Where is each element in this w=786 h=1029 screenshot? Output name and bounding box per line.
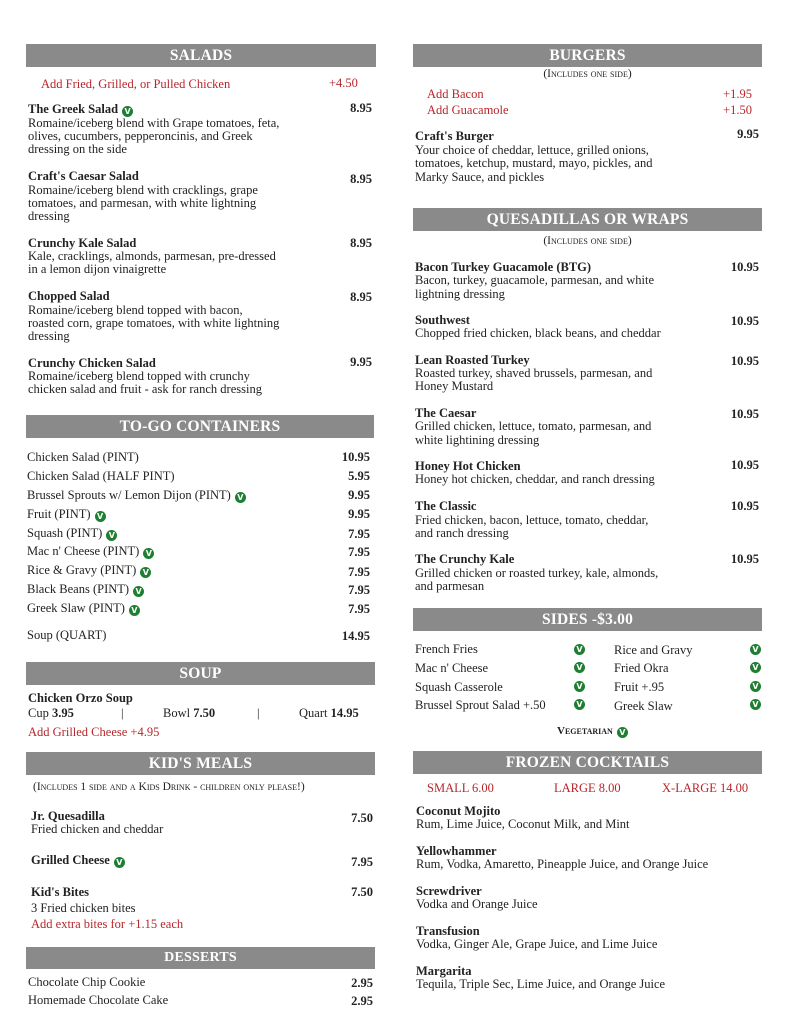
kids-addon: Add extra bites for +1.15 each bbox=[31, 917, 184, 931]
togo-item-price: 5.95 bbox=[348, 469, 370, 483]
salad-desc-line: dressing bbox=[28, 329, 70, 343]
salad-desc-line: tomatoes, and parmesan, with white lightning bbox=[28, 196, 257, 210]
togo-item-price: 9.95 bbox=[348, 488, 370, 502]
kids-item-desc: Fried chicken and cheddar bbox=[31, 822, 164, 836]
vegetarian-icon: V bbox=[129, 605, 140, 616]
dessert-name: Chocolate Chip Cookie bbox=[28, 975, 146, 989]
wrap-desc-line: and ranch dressing bbox=[415, 526, 509, 540]
salad-desc-line: olives, cucumbers, pepperoncinis, and Greek bbox=[28, 129, 253, 143]
vegetarian-icon: V bbox=[114, 857, 125, 868]
salads-addon-price: +4.50 bbox=[329, 76, 358, 90]
salad-desc-line: Romaine/iceberg blend topped with crunchy bbox=[28, 369, 250, 383]
vegetarian-icon: V bbox=[617, 727, 628, 738]
wrap-desc-line: Grilled chicken or roasted turkey, kale, almonds, bbox=[415, 566, 659, 580]
wrap-desc-line: Honey hot chicken, cheddar, and ranch dressing bbox=[415, 472, 655, 486]
salad-desc-line: Romaine/iceberg blend topped with bacon, bbox=[28, 303, 243, 317]
cocktail-desc: Vodka and Orange Juice bbox=[416, 897, 538, 911]
togo-item-price: 9.95 bbox=[348, 507, 370, 521]
wrap-desc-line: Roasted turkey, shaved brussels, parmesan, and bbox=[415, 366, 653, 380]
soup-quart-label: Quart bbox=[299, 706, 328, 720]
salad-desc-line: dressing bbox=[28, 209, 70, 223]
vegetarian-icon: V bbox=[750, 644, 761, 655]
soup-cup bbox=[28, 707, 74, 721]
side-item: French Fries bbox=[415, 642, 478, 656]
wrap-name: Lean Roasted Turkey bbox=[415, 353, 530, 367]
burger-desc-line: tomatoes, ketchup, mustard, mayo, pickles, and bbox=[415, 156, 653, 170]
wrap-desc-line: lightning dressing bbox=[415, 287, 505, 301]
vegetarian-icon: V bbox=[235, 492, 246, 503]
salads-header: SALADS bbox=[26, 44, 376, 67]
cocktail-name: Screwdriver bbox=[416, 884, 482, 898]
dessert-price: 2.95 bbox=[351, 976, 373, 990]
wrap-desc-line: white lightining dressing bbox=[415, 433, 540, 447]
vegetarian-icon: V bbox=[106, 530, 117, 541]
wrap-desc-line: Chopped fried chicken, black beans, and cheddar bbox=[415, 326, 661, 340]
kids-item-price: 7.50 bbox=[351, 811, 373, 825]
burger-name: Craft's Burger bbox=[415, 129, 494, 143]
cocktail-desc: Rum, Lime Juice, Coconut Milk, and Mint bbox=[416, 817, 630, 831]
togo-item-name: Fruit (PINT) bbox=[27, 507, 91, 521]
burger-addon-label: Add Bacon bbox=[427, 87, 484, 101]
wrap-desc-line: Honey Mustard bbox=[415, 379, 494, 393]
side-item: Rice and Gravy bbox=[614, 643, 693, 657]
wrap-price: 10.95 bbox=[730, 260, 759, 274]
burger-addon-label: Add Guacamole bbox=[427, 103, 509, 117]
soup-addon: Add Grilled Cheese +4.95 bbox=[28, 725, 160, 739]
wrap-desc-line: Fried chicken, bacon, lettuce, tomato, cheddar, bbox=[415, 513, 649, 527]
cocktails-header: FROZEN COCKTAILS bbox=[413, 751, 762, 774]
kids-note: (Includes 1 side and a Kids Drink - children only please!) bbox=[33, 781, 305, 793]
soup-cup-label: Cup bbox=[28, 706, 49, 720]
salad-desc-line: Romaine/iceberg blend with Grape tomatoes, feta, bbox=[28, 116, 280, 130]
burgers-note: (Includes one side) bbox=[543, 68, 632, 80]
wrap-name: The Crunchy Kale bbox=[415, 552, 515, 566]
cocktail-name: Coconut Mojito bbox=[416, 804, 501, 818]
soup-bowl-price: 7.50 bbox=[193, 706, 216, 720]
salad-desc-line: Romaine/iceberg blend with cracklings, grape bbox=[28, 183, 258, 197]
salad-name: Crunchy Chicken Salad bbox=[28, 356, 156, 370]
togo-item-name: Soup (QUART) bbox=[27, 628, 107, 642]
togo-item-price: 14.95 bbox=[341, 629, 370, 643]
soup-bowl-label: Bowl bbox=[163, 706, 191, 720]
kids-item-name: Jr. Quesadilla bbox=[31, 809, 105, 823]
togo-item-name: Rice & Gravy (PINT) bbox=[27, 563, 137, 577]
separator: | bbox=[121, 706, 124, 720]
quesadillas-note: (Includes one side) bbox=[543, 235, 632, 247]
kids-item-name: Kid's Bites bbox=[31, 885, 89, 899]
dessert-name: Homemade Chocolate Cake bbox=[28, 993, 169, 1007]
togo-item-price: 10.95 bbox=[341, 450, 370, 464]
vegetarian-icon: V bbox=[750, 662, 761, 673]
wrap-price: 10.95 bbox=[730, 407, 759, 421]
togo-item-name: Mac n' Cheese (PINT) bbox=[27, 544, 140, 558]
cocktail-desc: Tequila, Triple Sec, Lime Juice, and Orange Juice bbox=[416, 977, 666, 991]
burger-addon-price: +1.50 bbox=[723, 103, 752, 117]
cocktail-name: Transfusion bbox=[416, 924, 480, 938]
togo-item-name: Brussel Sprouts w/ Lemon Dijon (PINT) bbox=[27, 488, 231, 502]
quesadillas-header: QUESADILLAS OR WRAPS bbox=[413, 208, 762, 231]
togo-item-price: 7.95 bbox=[348, 527, 370, 541]
wrap-price: 10.95 bbox=[730, 499, 759, 513]
side-item: Fried Okra bbox=[614, 661, 669, 675]
salad-desc-line: chicken salad and fruit - ask for ranch dressing bbox=[28, 382, 262, 396]
wrap-desc-line: and parmesan bbox=[415, 579, 485, 593]
togo-header: TO-GO CONTAINERS bbox=[26, 415, 374, 438]
cocktail-size: LARGE 8.00 bbox=[554, 781, 621, 795]
cocktail-desc: Rum, Vodka, Amaretto, Pineapple Juice, and Orange Juice bbox=[416, 857, 709, 871]
soup-name: Chicken Orzo Soup bbox=[28, 691, 133, 705]
kids-item-name: Grilled Cheese bbox=[31, 853, 110, 867]
side-item: Mac n' Cheese bbox=[415, 661, 489, 675]
dessert-price: 2.95 bbox=[351, 994, 373, 1008]
salad-name: The Greek Salad bbox=[28, 102, 119, 116]
vegetarian-icon: V bbox=[574, 644, 585, 655]
vegetarian-icon: V bbox=[140, 567, 151, 578]
salad-desc-line: roasted corn, grape tomatoes, with white lightning bbox=[28, 316, 280, 330]
soup-cup-price: 3.95 bbox=[51, 706, 74, 720]
salad-desc-line: in a lemon dijon vinaigrette bbox=[28, 262, 167, 276]
burger-price: 9.95 bbox=[737, 127, 759, 141]
salad-price: 8.95 bbox=[350, 290, 372, 304]
togo-item-name: Greek Slaw (PINT) bbox=[27, 601, 125, 615]
cocktail-name: Yellowhammer bbox=[416, 844, 497, 858]
cocktail-desc: Vodka, Ginger Ale, Grape Juice, and Lime Juice bbox=[416, 937, 658, 951]
cocktail-name: Margarita bbox=[416, 964, 472, 978]
cocktail-size: X-LARGE 14.00 bbox=[662, 781, 749, 795]
wrap-price: 10.95 bbox=[730, 354, 759, 368]
salads-addon-label: Add Fried, Grilled, or Pulled Chicken bbox=[41, 77, 231, 91]
wrap-name: The Caesar bbox=[415, 406, 477, 420]
kids-item-price: 7.50 bbox=[351, 885, 373, 899]
side-item: Brussel Sprout Salad +.50 bbox=[415, 698, 546, 712]
wrap-price: 10.95 bbox=[730, 458, 759, 472]
salad-name: Craft's Caesar Salad bbox=[28, 169, 139, 183]
wrap-name: Bacon Turkey Guacamole (BTG) bbox=[415, 260, 592, 274]
vegetarian-icon: V bbox=[750, 699, 761, 710]
vegetarian-icon: V bbox=[143, 548, 154, 559]
side-item: Squash Casserole bbox=[415, 680, 503, 694]
soup-quart-price: 14.95 bbox=[330, 706, 359, 720]
vegetarian-icon: V bbox=[574, 699, 585, 710]
wrap-desc-line: Grilled chicken, lettuce, tomato, parmesan, and bbox=[415, 419, 652, 433]
vegetarian-icon: V bbox=[95, 511, 106, 522]
vegetarian-icon: V bbox=[122, 106, 133, 117]
salad-price: 8.95 bbox=[350, 172, 372, 186]
soup-header: SOUP bbox=[26, 662, 375, 685]
salad-desc-line: Kale, cracklings, almonds, parmesan, pre-dressed bbox=[28, 249, 276, 263]
separator: | bbox=[257, 706, 260, 720]
vegetarian-legend bbox=[557, 725, 628, 739]
soup-quart bbox=[299, 707, 359, 721]
togo-item-name: Chicken Salad (PINT) bbox=[27, 450, 139, 464]
salad-price: 8.95 bbox=[350, 101, 372, 115]
side-item: Fruit +.95 bbox=[614, 680, 665, 694]
burger-desc-line: Marky Sauce, and pickles bbox=[415, 170, 545, 184]
soup-bowl bbox=[163, 707, 215, 721]
salad-name: Crunchy Kale Salad bbox=[28, 236, 137, 250]
salad-price: 9.95 bbox=[350, 355, 372, 369]
burgers-header: BURGERS bbox=[413, 44, 762, 67]
wrap-name: Southwest bbox=[415, 313, 470, 327]
sides-header: SIDES -$3.00 bbox=[413, 608, 762, 631]
vegetarian-icon: V bbox=[574, 662, 585, 673]
burger-desc-line: Your choice of cheddar, lettuce, grilled onions, bbox=[415, 143, 649, 157]
togo-item-name: Black Beans (PINT) bbox=[27, 582, 130, 596]
kids-item-price: 7.95 bbox=[351, 855, 373, 869]
togo-item-price: 7.95 bbox=[348, 583, 370, 597]
salad-name: Chopped Salad bbox=[28, 289, 110, 303]
vegetarian-icon: V bbox=[750, 681, 761, 692]
burger-addon-price: +1.95 bbox=[723, 87, 752, 101]
togo-item-price: 7.95 bbox=[348, 545, 370, 559]
vegetarian-icon: V bbox=[574, 681, 585, 692]
wrap-desc-line: Bacon, turkey, guacamole, parmesan, and white bbox=[415, 273, 655, 287]
togo-item-price: 7.95 bbox=[348, 565, 370, 579]
salad-desc-line: dressing on the side bbox=[28, 142, 127, 156]
wrap-price: 10.95 bbox=[730, 314, 759, 328]
wrap-name: Honey Hot Chicken bbox=[415, 459, 521, 473]
vegetarian-icon: V bbox=[133, 586, 144, 597]
side-item: Greek Slaw bbox=[614, 699, 673, 713]
togo-item-name: Squash (PINT) bbox=[27, 526, 103, 540]
cocktail-size: SMALL 6.00 bbox=[427, 781, 494, 795]
vegetarian-legend-label: Vegetarian bbox=[557, 725, 613, 737]
kids-header: KID'S MEALS bbox=[26, 752, 375, 775]
kids-item-desc: 3 Fried chicken bites bbox=[31, 901, 136, 915]
togo-item-name: Chicken Salad (HALF PINT) bbox=[27, 469, 175, 483]
salad-price: 8.95 bbox=[350, 236, 372, 250]
togo-item-price: 7.95 bbox=[348, 602, 370, 616]
wrap-price: 10.95 bbox=[730, 552, 759, 566]
wrap-name: The Classic bbox=[415, 499, 477, 513]
desserts-header: DESSERTS bbox=[26, 947, 375, 969]
